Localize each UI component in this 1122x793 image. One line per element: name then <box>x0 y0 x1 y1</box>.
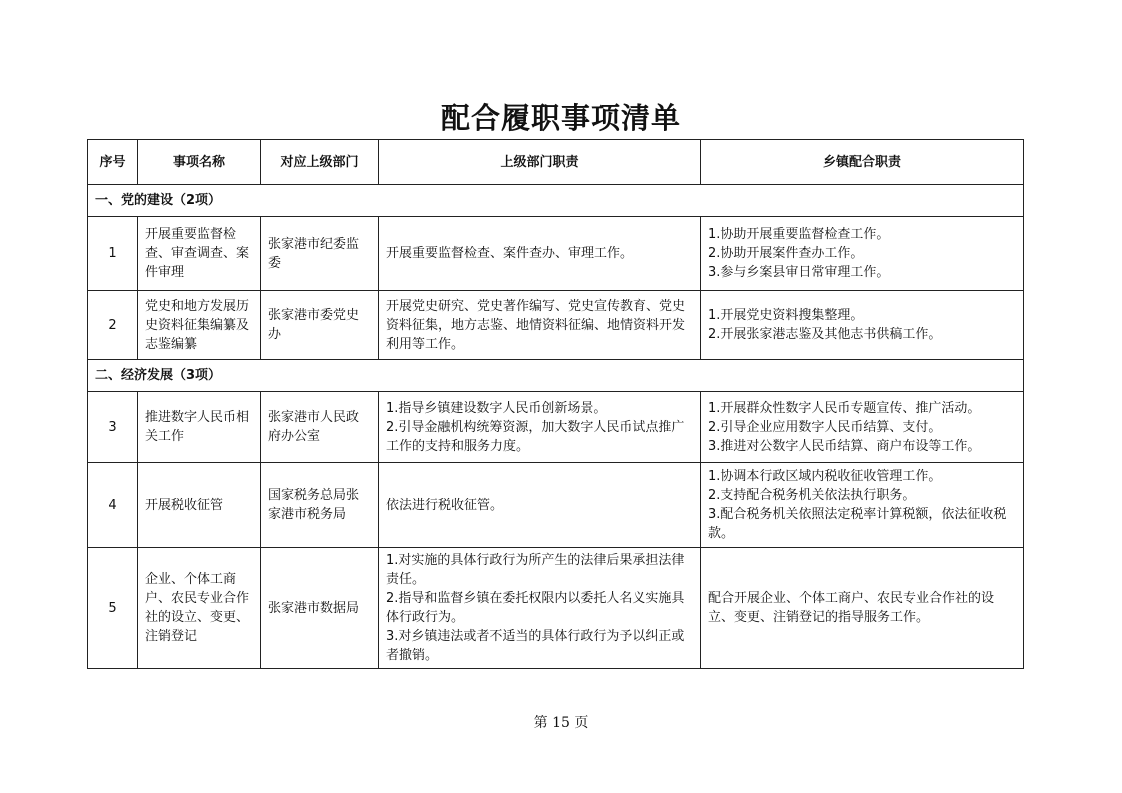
item-name: 推进数字人民币相关工作 <box>138 392 261 463</box>
item-name: 企业、个体工商户、农民专业合作社的设立、变更、注销登记 <box>138 548 261 669</box>
page-number-value: 15 <box>552 715 570 731</box>
duty-line: 开展党史研究、党史著作编写、党史宣传教育、党史资料征集，地方志鉴、地情资料征编、地情资料开发利用等工作。 <box>386 298 686 352</box>
row-number: 3 <box>88 392 138 463</box>
duty-line: 2.开展张家港志鉴及其他志书供稿工作。 <box>708 327 942 342</box>
town-duties <box>701 463 1024 548</box>
item-name: 开展重要监督检查、审查调查、案件审理 <box>138 217 261 291</box>
upper-duties <box>379 548 701 669</box>
table-row <box>88 463 1024 548</box>
duty-line: 依法进行税收征管。 <box>386 497 504 513</box>
row-number: 5 <box>88 548 138 669</box>
table-row <box>88 392 1024 463</box>
duty-line: 1.开展党史资料搜集整理。 <box>708 308 864 323</box>
town-duties <box>701 291 1024 360</box>
duty-line: 3.推进对公数字人民币结算、商户布设等工作。 <box>708 438 981 454</box>
header-department: 对应上级部门 <box>261 140 379 185</box>
header-town-duties: 乡镇配合职责 <box>701 140 1024 185</box>
department: 张家港市人民政府办公室 <box>261 392 379 463</box>
table-header-row <box>88 140 1024 185</box>
item-name: 开展税收征管 <box>138 463 261 548</box>
row-number: 2 <box>88 291 138 360</box>
duty-line: 1.对实施的具体行政行为所产生的法律后果承担法律责任。 <box>386 553 685 587</box>
department: 国家税务总局张家港市税务局 <box>261 463 379 548</box>
duty-line: 3.对乡镇违法或者不适当的具体行政行为予以纠正或者撤销。 <box>386 629 685 663</box>
section-row <box>88 185 1024 217</box>
item-name: 党史和地方发展历史资料征集编纂及志鉴编纂 <box>138 291 261 360</box>
page-title: 配合履职事项清单 <box>440 101 681 135</box>
duty-line: 3.参与乡案县审日常审理工作。 <box>708 265 890 280</box>
page-number <box>0 712 1122 732</box>
header-seq: 序号 <box>88 140 138 185</box>
upper-duties <box>379 392 701 463</box>
table-row <box>88 291 1024 360</box>
table-row <box>88 217 1024 291</box>
duty-line: 2.协助开展案件查办工作。 <box>708 246 864 261</box>
duty-line: 1.协助开展重要监督检查工作。 <box>708 227 890 242</box>
upper-duties <box>379 463 701 548</box>
section-title: 一、党的建设（2项） <box>88 185 1024 217</box>
upper-duties <box>379 291 701 360</box>
department: 张家港市纪委监委 <box>261 217 379 291</box>
page-label-prefix: 第 <box>533 715 548 731</box>
duty-line: 2.支持配合税务机关依法执行职务。 <box>708 488 916 503</box>
table-row <box>88 548 1024 669</box>
header-item-name: 事项名称 <box>138 140 261 185</box>
duty-line: 1.指导乡镇建设数字人民币创新场景。 <box>386 400 607 416</box>
row-number: 4 <box>88 463 138 548</box>
header-upper-duties: 上级部门职责 <box>379 140 701 185</box>
duty-line: 2.引导金融机构统筹资源，加大数字人民币试点推广工作的支持和服务力度。 <box>386 419 685 454</box>
town-duties <box>701 548 1024 669</box>
section-row <box>88 360 1024 392</box>
duty-line: 1.协调本行政区域内税收征收管理工作。 <box>708 469 942 484</box>
duty-line: 2.引导企业应用数字人民币结算、支付。 <box>708 419 942 435</box>
duty-line: 1.开展群众性数字人民币专题宣传、推广活动。 <box>708 400 981 416</box>
page-label-suffix: 页 <box>574 715 589 731</box>
duty-line: 配合开展企业、个体工商户、农民专业合作社的设立、变更、注销登记的指导服务工作。 <box>708 591 995 625</box>
department: 张家港市数据局 <box>261 548 379 669</box>
town-duties <box>701 392 1024 463</box>
department: 张家港市委党史办 <box>261 291 379 360</box>
duty-line: 开展重要监督检查、案件查办、审理工作。 <box>386 246 634 261</box>
row-number: 1 <box>88 217 138 291</box>
duty-table <box>87 139 1024 669</box>
duty-line: 3.配合税务机关依照法定税率计算税额，依法征收税款。 <box>708 507 1007 541</box>
duty-line: 2.指导和监督乡镇在委托权限内以委托人名义实施具体行政行为。 <box>386 591 685 625</box>
upper-duties <box>379 217 701 291</box>
town-duties <box>701 217 1024 291</box>
section-title: 二、经济发展（3项） <box>88 360 1024 392</box>
